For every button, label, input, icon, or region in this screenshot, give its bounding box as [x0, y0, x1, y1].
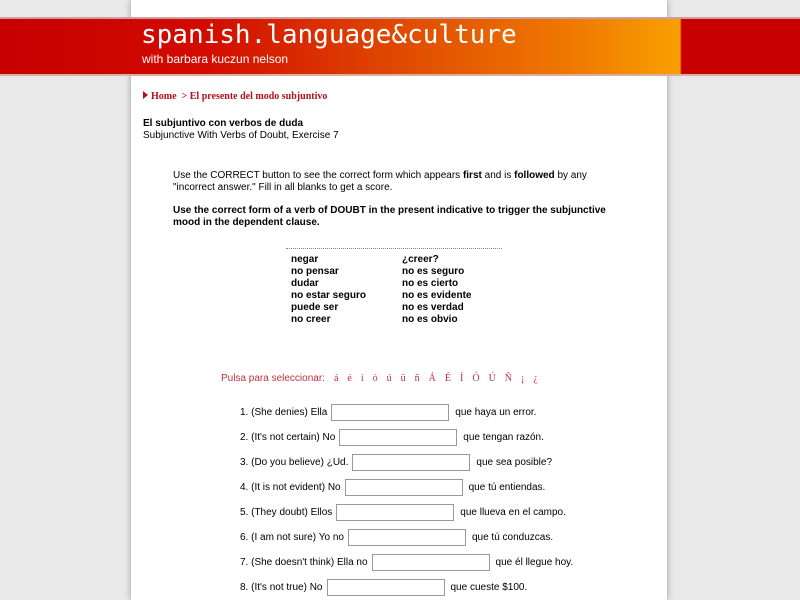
question-row [240, 404, 536, 421]
question-prompt: 1. (She denies) Ella [240, 407, 328, 418]
word: puede ser [291, 302, 339, 313]
word: no es cierto [402, 278, 459, 289]
answer-input[interactable] [331, 404, 449, 421]
answer-input[interactable] [336, 504, 454, 521]
accent-char-button[interactable]: ¡ [521, 373, 525, 384]
accent-char-button[interactable]: Í [459, 373, 464, 384]
accent-char-button[interactable]: Ú [488, 373, 496, 384]
question-rest: que tú conduzcas. [471, 532, 554, 543]
word: no creer [291, 314, 331, 325]
word-list-left [291, 254, 366, 326]
question-row [240, 554, 573, 571]
question-rest: que sea posible? [476, 457, 553, 468]
word: ¿creer? [402, 254, 439, 265]
accent-char-button[interactable]: á [333, 373, 339, 384]
question-prompt: 2. (It's not certain) No [240, 432, 336, 443]
word: no es verdad [402, 302, 464, 313]
accent-char-button[interactable]: é [347, 373, 352, 384]
breadcrumb [143, 91, 327, 102]
word: dudar [291, 278, 319, 289]
accent-char-button[interactable]: ñ [414, 373, 420, 384]
accent-char-button[interactable]: ¿ [533, 373, 538, 384]
site-title: spanish.language&culture [141, 20, 517, 50]
answer-input[interactable] [352, 454, 470, 471]
text: Use the CORRECT button to see the correct form which appears [173, 170, 463, 181]
question-prompt: 6. (I am not sure) Yo no [240, 532, 344, 543]
directive: Use the correct form of a verb of DOUBT in the present indicative to trigger the subjunctive mood in the dependent clause. [173, 205, 606, 228]
answer-input[interactable] [339, 429, 457, 446]
word: negar [291, 254, 319, 265]
question-rest: que él llegue hoy. [495, 557, 574, 568]
question-row [240, 479, 545, 496]
answer-input[interactable] [348, 529, 466, 546]
accent-char-button[interactable]: Á [428, 373, 436, 384]
word: no pensar [291, 266, 339, 277]
text: by any "incorrect answer." Fill in all blanks to get a score. [173, 170, 587, 193]
question-prompt: 4. (It is not evident) No [240, 482, 341, 493]
accent-char-button[interactable]: Ó [472, 373, 480, 384]
question-prompt: 7. (She doesn't think) Ella no [240, 557, 368, 568]
question-rest: que tú entiendas. [468, 482, 546, 493]
answer-input[interactable] [372, 554, 490, 571]
accent-char-button[interactable]: É [444, 373, 451, 384]
page-subtitle: Subjunctive With Verbs of Doubt, Exercise 7 [143, 130, 339, 141]
accent-char-button[interactable]: í [360, 373, 364, 384]
answer-input[interactable] [345, 479, 463, 496]
accent-picker [221, 373, 538, 384]
word: no es obvio [402, 314, 458, 325]
text: followed [514, 170, 555, 181]
accent-char-button[interactable]: ó [372, 373, 378, 384]
word: no estar seguro [291, 290, 367, 301]
word: no es evidente [402, 290, 472, 301]
text: and is [481, 170, 515, 181]
question-prompt: 8. (It's not true) No [240, 582, 323, 593]
breadcrumb-sep: > [181, 91, 188, 102]
instructions [173, 170, 613, 194]
question-row [240, 429, 544, 446]
question-row [240, 454, 552, 471]
question-rest: que llueva en el campo. [460, 507, 566, 518]
question-rest: que cueste $100. [450, 582, 528, 593]
arrow-icon [143, 91, 148, 99]
question-row [240, 504, 566, 521]
text: first [462, 170, 482, 181]
question-rest: que haya un error. [455, 407, 537, 418]
question-prompt: 3. (Do you believe) ¿Ud. [240, 457, 349, 468]
question-rest: que tengan razón. [463, 432, 544, 443]
accent-char-button[interactable]: ü [400, 373, 406, 384]
accent-label: Pulsa para seleccionar: [221, 373, 325, 384]
word: no es seguro [402, 266, 465, 277]
word-list-right [402, 254, 471, 326]
accent-char-button[interactable]: Ñ [504, 373, 513, 384]
breadcrumb-home[interactable]: Home [151, 91, 177, 102]
divider [286, 248, 502, 249]
question-row [240, 529, 553, 546]
question-row [240, 579, 527, 596]
accent-char-button[interactable]: ú [386, 373, 392, 384]
answer-input[interactable] [327, 579, 445, 596]
site-subtitle: with barbara kuczun nelson [142, 52, 289, 66]
page-title: El subjuntivo con verbos de duda [143, 118, 304, 129]
question-prompt: 5. (They doubt) Ellos [240, 507, 333, 518]
breadcrumb-current[interactable]: El presente del modo subjuntivo [189, 91, 328, 102]
